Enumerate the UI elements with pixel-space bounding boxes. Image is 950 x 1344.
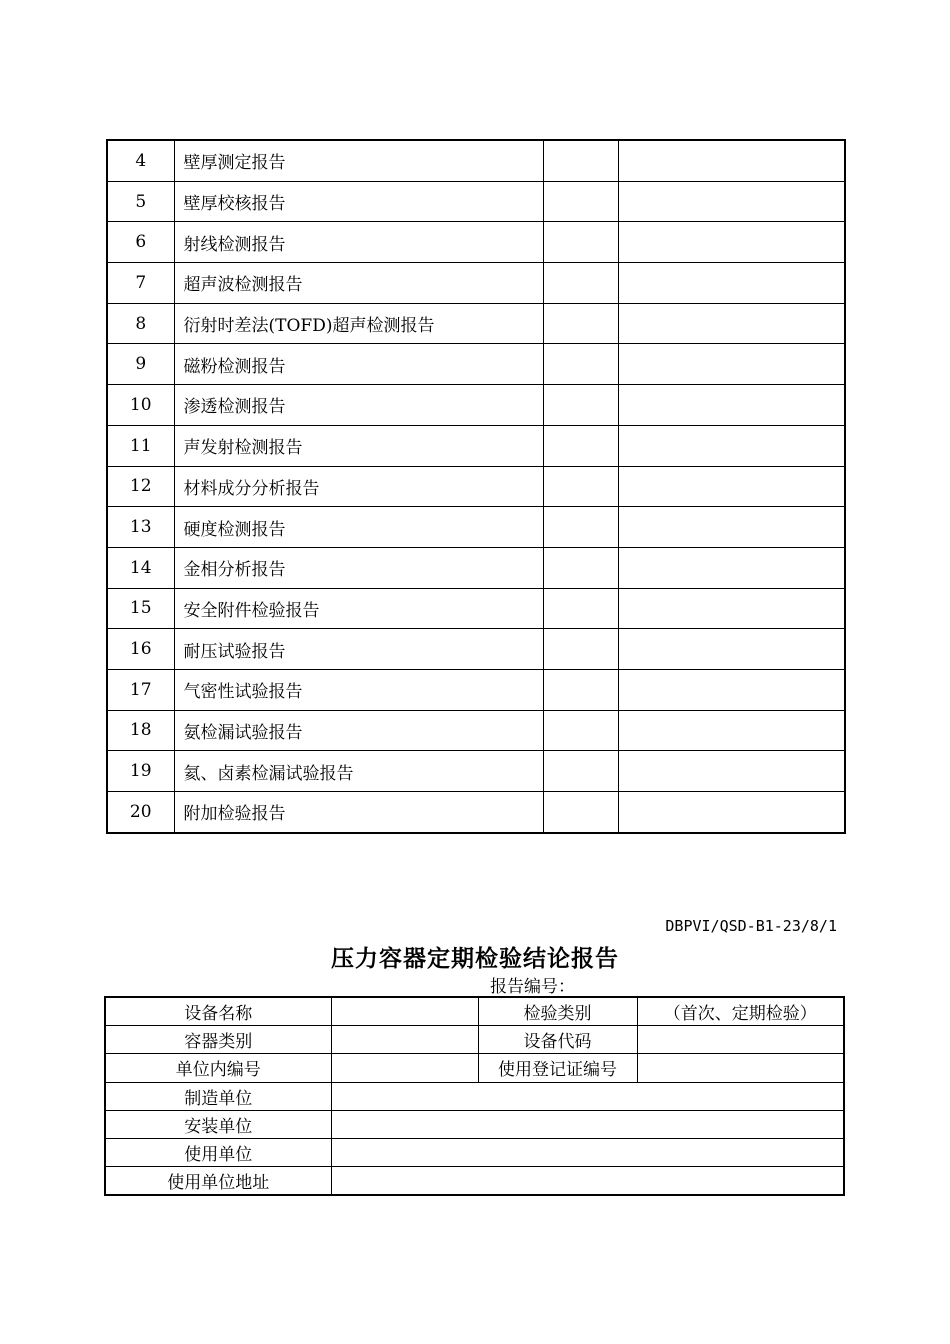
remark-cell[interactable] [618, 710, 845, 751]
list-row [107, 263, 845, 304]
check-cell[interactable] [543, 303, 618, 344]
remark-cell[interactable] [618, 588, 845, 629]
info-row [105, 1110, 844, 1138]
report-list-body [107, 140, 845, 833]
remark-cell[interactable] [618, 140, 845, 181]
remark-cell[interactable] [618, 385, 845, 426]
report-name: 耐压试验报告 [174, 629, 543, 670]
remark-cell[interactable] [618, 344, 845, 385]
remark-cell[interactable] [618, 466, 845, 507]
row-number: 8 [107, 303, 174, 344]
check-cell[interactable] [543, 629, 618, 670]
list-row [107, 425, 845, 466]
list-row [107, 547, 845, 588]
container-type-value[interactable] [331, 1026, 478, 1054]
list-row [107, 710, 845, 751]
manufacturer-value[interactable] [331, 1082, 844, 1110]
remark-cell[interactable] [618, 222, 845, 263]
report-name: 壁厚测定报告 [174, 140, 543, 181]
check-cell[interactable] [543, 181, 618, 222]
list-row [107, 344, 845, 385]
row-number: 7 [107, 263, 174, 304]
list-row [107, 588, 845, 629]
info-row [105, 997, 844, 1026]
row-number: 6 [107, 222, 174, 263]
equipment-code-value[interactable] [637, 1026, 844, 1054]
check-cell[interactable] [543, 425, 618, 466]
report-name: 硬度检测报告 [174, 507, 543, 548]
row-number: 9 [107, 344, 174, 385]
user-unit-label: 使用单位 [105, 1138, 331, 1166]
check-cell[interactable] [543, 588, 618, 629]
user-unit-value[interactable] [331, 1138, 844, 1166]
report-name: 附加检验报告 [174, 792, 543, 833]
report-number-label: 报告编号： [490, 977, 575, 997]
unit-internal-no-label: 单位内编号 [105, 1054, 331, 1082]
list-row [107, 751, 845, 792]
row-number: 14 [107, 547, 174, 588]
info-row [105, 1054, 844, 1082]
user-unit-address-label: 使用单位地址 [105, 1167, 331, 1196]
report-name: 衍射时差法(TOFD)超声检测报告 [174, 303, 543, 344]
report-title: 压力容器定期检验结论报告 [331, 946, 619, 972]
row-number: 18 [107, 710, 174, 751]
list-row [107, 669, 845, 710]
check-cell[interactable] [543, 710, 618, 751]
check-cell[interactable] [543, 385, 618, 426]
check-cell[interactable] [543, 669, 618, 710]
installer-value[interactable] [331, 1110, 844, 1138]
equipment-code-label: 设备代码 [478, 1026, 637, 1054]
list-row [107, 140, 845, 181]
row-number: 4 [107, 140, 174, 181]
check-cell[interactable] [543, 751, 618, 792]
report-name: 渗透检测报告 [174, 385, 543, 426]
list-row [107, 507, 845, 548]
equipment-name-value[interactable] [331, 997, 478, 1026]
row-number: 11 [107, 425, 174, 466]
list-row [107, 222, 845, 263]
unit-internal-no-value[interactable] [331, 1054, 478, 1082]
list-row [107, 385, 845, 426]
report-name: 氦、卤素检漏试验报告 [174, 751, 543, 792]
info-row [105, 1167, 844, 1196]
check-cell[interactable] [543, 263, 618, 304]
row-number: 5 [107, 181, 174, 222]
report-name: 材料成分分析报告 [174, 466, 543, 507]
report-name: 氨检漏试验报告 [174, 710, 543, 751]
report-name: 射线检测报告 [174, 222, 543, 263]
check-cell[interactable] [543, 792, 618, 833]
inspection-type-value[interactable]: （首次、定期检验） [637, 997, 844, 1026]
remark-cell[interactable] [618, 792, 845, 833]
remark-cell[interactable] [618, 181, 845, 222]
row-number: 15 [107, 588, 174, 629]
equipment-info-table [104, 996, 845, 1196]
info-row [105, 1138, 844, 1166]
document-code: DBPVI/QSD-B1-23/8/1 [665, 917, 837, 935]
row-number: 12 [107, 466, 174, 507]
report-name: 气密性试验报告 [174, 669, 543, 710]
container-type-label: 容器类别 [105, 1026, 331, 1054]
use-reg-cert-no-value[interactable] [637, 1054, 844, 1082]
check-cell[interactable] [543, 466, 618, 507]
row-number: 17 [107, 669, 174, 710]
list-row [107, 466, 845, 507]
check-cell[interactable] [543, 222, 618, 263]
check-cell[interactable] [543, 344, 618, 385]
remark-cell[interactable] [618, 547, 845, 588]
check-cell[interactable] [543, 507, 618, 548]
info-row [105, 1082, 844, 1110]
report-list-table [106, 139, 846, 834]
remark-cell[interactable] [618, 425, 845, 466]
remark-cell[interactable] [618, 751, 845, 792]
check-cell[interactable] [543, 547, 618, 588]
remark-cell[interactable] [618, 669, 845, 710]
report-name: 安全附件检验报告 [174, 588, 543, 629]
report-name: 超声波检测报告 [174, 263, 543, 304]
report-name: 壁厚校核报告 [174, 181, 543, 222]
list-row [107, 303, 845, 344]
report-name: 磁粉检测报告 [174, 344, 543, 385]
row-number: 19 [107, 751, 174, 792]
list-row [107, 629, 845, 670]
remark-cell[interactable] [618, 263, 845, 304]
check-cell[interactable] [543, 140, 618, 181]
use-reg-cert-no-label: 使用登记证编号 [478, 1054, 637, 1082]
remark-cell[interactable] [618, 507, 845, 548]
report-name: 声发射检测报告 [174, 425, 543, 466]
manufacturer-label: 制造单位 [105, 1082, 331, 1110]
inspection-type-label: 检验类别 [478, 997, 637, 1026]
remark-cell[interactable] [618, 629, 845, 670]
info-row [105, 1026, 844, 1054]
user-unit-address-value[interactable] [331, 1167, 844, 1196]
row-number: 20 [107, 792, 174, 833]
row-number: 10 [107, 385, 174, 426]
list-row [107, 792, 845, 833]
row-number: 16 [107, 629, 174, 670]
installer-label: 安装单位 [105, 1110, 331, 1138]
report-name: 金相分析报告 [174, 547, 543, 588]
row-number: 13 [107, 507, 174, 548]
equipment-name-label: 设备名称 [105, 997, 331, 1026]
remark-cell[interactable] [618, 303, 845, 344]
list-row [107, 181, 845, 222]
